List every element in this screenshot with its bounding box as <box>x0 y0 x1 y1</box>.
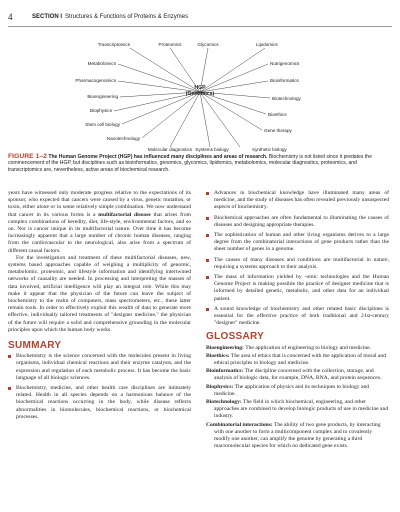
summary-item: Biochemistry, medicine, and other health care disciplines are intimately related. Health in all species depends on a harmonious balance of the biochemical reactions occurring in the body, while disease reflects abnormalities in biomolecules, biochemical reactions, or biochemical processes. <box>8 385 191 421</box>
figure-caption <box>8 154 392 173</box>
right-column <box>206 190 389 452</box>
node-molecular-diagnostics: Molecular diagnostics <box>147 147 193 152</box>
node-bioinformatics: Bioinformatics <box>270 78 299 83</box>
summary-item: Advances in biochemical knowledge have illuminated many areas of medicine, and the study of diseases has often revealed previously unsuspected aspects of biochemistry. <box>206 190 389 212</box>
node-biophysics: Biophysics <box>90 108 112 113</box>
summary-list <box>8 353 191 421</box>
node-nutrigenomics: Nutrigenomics <box>270 61 300 66</box>
summary-item: The causes of many diseases and conditions are multifactorial in nature, requiring a systems approach to their analysis. <box>206 257 389 271</box>
left-column <box>8 190 191 424</box>
node-biotechnology: Biotechnology <box>272 96 301 101</box>
glossary-entry: Bioinformatics: The discipline concerned with the collection, storage, and analysis of biologic data, for example, DNA, RNA, and protein sequences. <box>206 368 382 382</box>
node-stem-cell-biology: Stem cell biology <box>85 122 120 127</box>
node-systems-biology: Systems biology <box>195 147 229 152</box>
glossary-entry: Biotechnology: The field in which biochemical, engineering, and other approaches are combined to develop biologic products of use in medicine and industry. <box>206 399 389 420</box>
glossary-entry: Biophysics: The application of physics and its techniques to biology and medicine. <box>206 383 370 397</box>
summary-item: Biochemistry is the science concerned with the molecules present in living organisms, individual chemical reactions and their enzyme catalysts, and the expression and regulation of each metabolic process. It has become the basic language of all biologic sciences. <box>8 353 191 382</box>
running-header <box>8 12 392 26</box>
header-rule <box>8 26 392 27</box>
glossary-heading: GLOSSARY <box>206 331 265 343</box>
node-glycomics: Glycomics <box>197 42 219 47</box>
glossary-entry: Bioethics: The area of ethics that is concerned with the application of moral and ethical principles to biology and medicine. <box>206 352 386 367</box>
node-transcriptomics: Transcriptomics <box>97 42 130 47</box>
node-lipidomics: Lipidomics <box>256 42 278 47</box>
diagram-center-line2: (Genomics) <box>185 91 215 97</box>
body-paragraph-1: years have witnessed only moderate progress relative to the expectations of its sponsor, who expected that cancers were caused by a virus, genetic mutation, or toxin, either alone or in some relatively simple combination. We now understand that cancer in its various forms is a multifactorial disease that arises from complex combinations of heredity, diet, life-style, environmental factors, and so on. Nor is cancer unique in its multifactorial nature. Over time it has become increasingly apparent that a large number of chronic human diseases, ranging from the cardiovascular to the neurological, also arise from a spectrum of different causal factors. <box>8 190 191 254</box>
glossary-list <box>206 345 389 451</box>
diagram-center-line1: HGP <box>194 85 206 91</box>
hgp-diagram <box>0 30 400 152</box>
glossary-entry: Bioengineering: The application of engineering to biology and medicine. <box>206 344 372 351</box>
summary-item: Biochemical approaches are often fundamental to illuminating the causes of diseases and designing appropriate therapies. <box>206 215 389 229</box>
body-paragraph-2: For the investigation and treatment of these multifactorial diseases, new, systems based approaches capable of weighing a multiplicity of genomic, metabolomic, proteomic, and lifestyle information and identifying intertwined networks of causality are needed. In processing and interpreting the masses of data involved, artificial intelligence will play an integral role. While this may make it appear that the physician of the future can leave the subject of biochemistry to the realm of computers, mass spectrometers, etc., these latter remain tools. In order to effectively exploit this wealth of data to generate more effective, individually tailored treatments of "designer medicine," the physician of the future will require a solid and comprehensive grounding in the molecular principles upon which the human body works. <box>8 254 191 333</box>
page-number: 4 <box>8 12 13 22</box>
figure-caption-bold: The Human Genome Project (HGP) has influenced many disciplines and areas of research. <box>48 154 268 160</box>
section-title: Structures & Functions of Proteins & Enzymes <box>65 14 189 20</box>
node-gene-therapy: Gene therapy <box>264 128 292 133</box>
glossary-entry: Combinatorial interactions: The ability of two gene products, by interacting with one another to form a multicomponent complex and to covalently modify one another, can amplify the genome by generating a third macromolecular species for which no dedicated gene exists. <box>206 421 381 450</box>
term-multifactorial-disease: multifactorial disease <box>98 211 151 218</box>
summary-item: A sound knowledge of biochemistry and other related basic disciplines is essential for the effective practice of both traditional and 21st-century "designer" medicine. <box>206 306 389 328</box>
node-nanotechnology: Nanotechnology <box>106 136 140 141</box>
summary-heading: SUMMARY <box>8 340 62 352</box>
node-metabolomics: Metabolomics <box>87 61 116 66</box>
section-label: SECTION I Structures & Functions of Proteins & Enzymes <box>32 14 189 20</box>
summary-list-continued <box>206 190 389 327</box>
node-proteomics: Proteomics <box>158 42 182 47</box>
node-pharmacogenomics: Pharmacogenomics <box>75 78 116 83</box>
figure-label: FIGURE 1–2 <box>8 153 47 160</box>
figure-caption-text: Biochemistry is not listed since it predates the commencement of the HGP, but disciplines such as bioinformatics, genomics, glycomics, lipidomics, metabolomics, molecular diagnostics, proteomics, and transcriptomics are, nevertheless, active areas of biochemical research. <box>8 154 372 173</box>
node-bioengineering: Bioengineering <box>87 94 118 99</box>
node-bioethics: Bioethics <box>268 112 287 117</box>
summary-item: The sophistication of human and other living organisms derives to a large degree from the combinatorial interactions of gene products rather than the sheer number of genes in a genome. <box>206 232 389 254</box>
summary-item: The mass of information yielded by -omic technologies and the Human Genome Project is making possible the practice of designer medicine that is informed by detailed genetic, metabolic, and other data for an individual patient. <box>206 274 389 303</box>
node-synthetic-biology: Synthetic biology <box>252 147 287 152</box>
